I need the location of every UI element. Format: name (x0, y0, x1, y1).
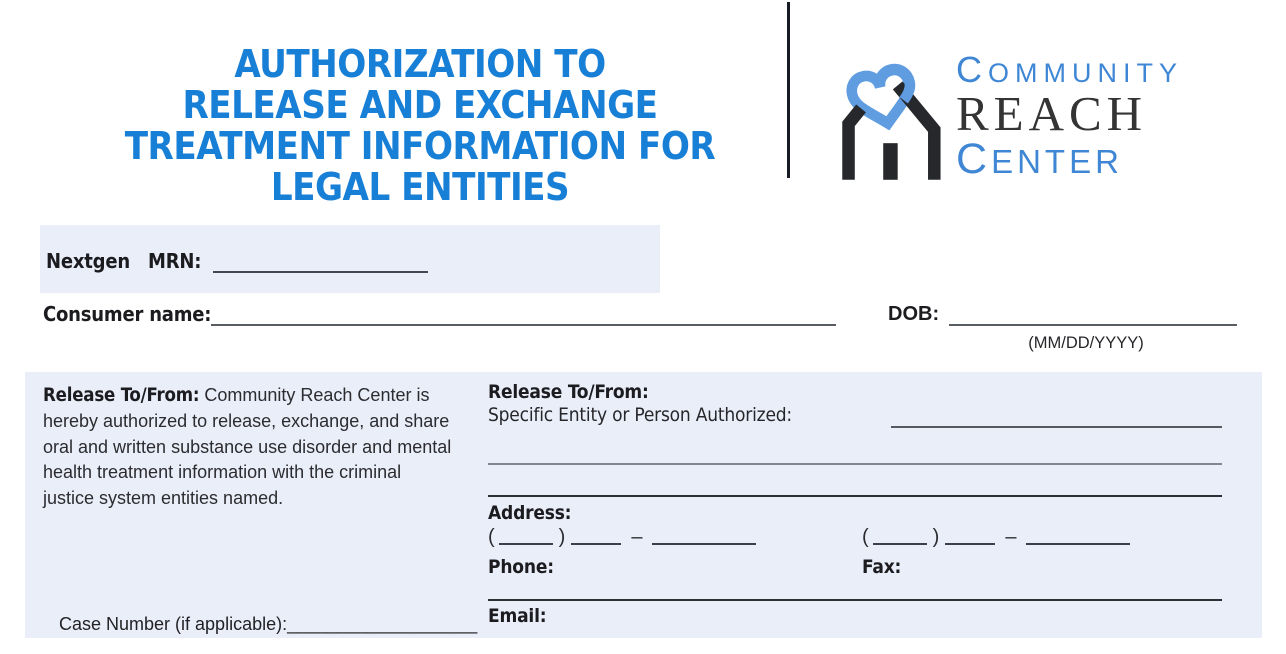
consumer-name-input-line[interactable] (211, 300, 836, 326)
email-input-line[interactable] (488, 599, 1222, 601)
release-statement (43, 383, 457, 512)
dob-format-hint: (MM/DD/YYYY) (1028, 334, 1144, 352)
dash: – (1005, 526, 1017, 548)
case-number-row (59, 614, 477, 635)
email-label: Email: (488, 605, 547, 627)
specific-entity-label: Specific Entity or Person Authorized: (488, 404, 792, 426)
dob-row (888, 300, 1237, 326)
phone-prefix-blank[interactable] (571, 543, 621, 545)
fax-prefix-blank[interactable] (945, 543, 995, 545)
release-to-from-heading: Release To/From: (488, 381, 649, 403)
case-number-input-line[interactable]: ___________________ (287, 614, 478, 634)
specific-entity-input-line[interactable] (891, 426, 1222, 428)
form-title-line: LEGAL ENTITIES (270, 165, 570, 209)
logo-word-community: COMMUNITY (956, 49, 1183, 90)
release-statement-lead: Release To/From: (43, 385, 200, 406)
form-title-line: RELEASE AND EXCHANGE (182, 83, 658, 127)
nextgen-mrn-panel (40, 225, 660, 293)
phone-line-blank[interactable] (652, 543, 756, 545)
release-to-from-panel (25, 372, 1262, 638)
fax-number-field (862, 526, 1130, 549)
fax-area-code-blank[interactable] (873, 543, 927, 545)
dob-input-line[interactable] (949, 300, 1237, 326)
mrn-label: MRN: (147, 249, 202, 273)
fax-line-blank[interactable] (1026, 543, 1130, 545)
form-title-line: TREATMENT INFORMATION FOR (124, 124, 716, 168)
entity-continuation-line-2[interactable] (488, 495, 1222, 497)
case-number-label: Case Number (if applicable): (59, 614, 288, 634)
entity-continuation-line-1[interactable] (488, 463, 1222, 465)
paren-open: ( (862, 526, 869, 548)
phone-number-field (488, 526, 756, 549)
release-statement-body: Community Reach Center is hereby authorized to release, exchange, and share oral and written substance use disorder and mental health treatment information with the criminal justice system entities named. (43, 385, 452, 509)
heart-lobe-overlay (877, 66, 913, 104)
mrn-input-line[interactable] (213, 249, 428, 273)
community-reach-logo (836, 49, 1183, 184)
dob-label: DOB: (888, 303, 940, 325)
header-divider (787, 2, 790, 178)
consumer-name-label: Consumer name: (43, 302, 212, 326)
logo-word-reach: REACH (956, 86, 1148, 141)
nextgen-label: Nextgen (46, 249, 130, 273)
address-label: Address: (488, 502, 572, 524)
form-title-line: AUTHORIZATION TO (234, 42, 606, 86)
phone-label: Phone: (488, 556, 554, 578)
paren-close: ) (932, 526, 940, 548)
paren-close: ) (558, 526, 566, 548)
fax-label: Fax: (862, 556, 902, 578)
consumer-name-row (43, 300, 836, 326)
form-title (70, 44, 770, 208)
house-heart-logo-icon (836, 58, 942, 184)
dash: – (631, 526, 643, 548)
logo-word-center: CENTER (956, 135, 1123, 183)
house-icon (849, 85, 935, 179)
phone-area-code-blank[interactable] (499, 543, 553, 545)
logo-wordmark (956, 49, 1183, 184)
paren-open: ( (488, 526, 495, 548)
